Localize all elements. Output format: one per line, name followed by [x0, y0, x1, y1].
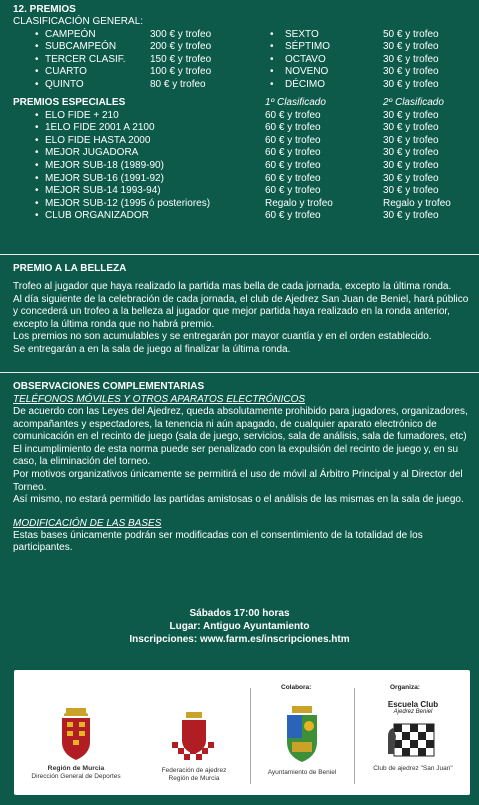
premios-section: [13, 3, 473, 223]
region-murcia-crest-icon: [56, 704, 96, 762]
first-prize: 60 € y trofeo: [265, 122, 321, 134]
position-name: SEXTO: [285, 28, 319, 40]
bullet: •: [270, 78, 274, 90]
bullet: •: [35, 134, 39, 146]
premios-especiales-header: [13, 96, 473, 110]
second-prize: 30 € y trofeo: [383, 122, 439, 134]
belleza-paragraph: Los premios no son acumulables y se entregarán por mayor cuantía y en el orden establecido.: [13, 331, 432, 343]
bullet: •: [270, 53, 274, 65]
federacion-caption: Federación de ajedrez: [161, 767, 227, 774]
bullet: •: [35, 28, 39, 40]
first-prize: 60 € y trofeo: [265, 147, 321, 159]
beniel-caption: Ayuntamiento de Beniel: [267, 769, 337, 776]
second-prize: 30 € y trofeo: [383, 172, 439, 184]
schedule-text: Sábados 17:00 horas: [189, 608, 290, 619]
special-category: MEJOR SUB-18 (1989-90): [45, 159, 164, 171]
ayuntamiento-beniel-logo: [254, 704, 350, 777]
premios-title: 12. PREMIOS: [13, 4, 76, 15]
club-caption: Club de ajedrez "San Juan": [373, 765, 453, 772]
position-prize: 200 € y trofeo: [150, 41, 212, 53]
observaciones-section: [13, 380, 473, 555]
organiza-label: Organiza:: [390, 684, 420, 691]
clasificacion-general-list: [13, 29, 473, 92]
premios-especiales-title: PREMIOS ESPECIALES: [13, 96, 126, 108]
special-category: CLUB ORGANIZADOR: [45, 210, 149, 222]
bullet: •: [35, 147, 39, 159]
first-prize: 60 € y trofeo: [265, 210, 321, 222]
position-prize: 150 € y trofeo: [150, 53, 212, 65]
prize-row: [13, 41, 473, 54]
special-prize-row: [13, 147, 473, 160]
special-prize-row: [13, 210, 473, 223]
escuela-club-text: Escuela Club: [387, 700, 439, 709]
position-name: TERCER CLASIF.: [45, 53, 126, 65]
special-category: MEJOR SUB-14 1993-94): [45, 185, 161, 197]
colabora-label: Colabora:: [281, 684, 312, 691]
second-prize: 30 € y trofeo: [383, 210, 439, 222]
first-prize: 60 € y trofeo: [265, 134, 321, 146]
special-category: ELO FIDE HASTA 2000: [45, 134, 151, 146]
chessboard-icon: [384, 716, 442, 762]
modificacion-paragraph: Estas bases únicamente podrán ser modificadas con el consentimiento de la totalidad de los participantes.: [13, 529, 423, 554]
position-prize: 100 € y trofeo: [150, 66, 212, 78]
special-prize-row: [13, 122, 473, 135]
bullet: •: [35, 78, 39, 90]
federacion-crest-icon: [168, 710, 220, 764]
prize-row: [13, 29, 473, 42]
federacion-subcaption: Región de Murcia: [168, 775, 220, 782]
sponsors-panel: [14, 670, 470, 795]
position-prize: 30 € y trofeo: [383, 78, 439, 90]
section-divider: [0, 254, 479, 255]
observaciones-paragraph: Así mismo, no estará permitido las partidas amistosas o el análisis de las mismas en la sala de juego.: [13, 494, 464, 506]
position-name: DÉCIMO: [285, 78, 325, 90]
region-murcia-subcaption: Dirección General de Deportes: [31, 773, 121, 780]
position-prize: 50 € y trofeo: [383, 28, 439, 40]
venue-text: Lugar: Antiguo Ayuntamiento: [169, 621, 310, 632]
bullet: •: [35, 185, 39, 197]
special-category: MEJOR JUGADORA: [45, 147, 139, 159]
region-murcia-caption: Región de Murcia: [47, 765, 105, 772]
beniel-crest-icon: [282, 704, 322, 766]
bullet: •: [270, 66, 274, 78]
clasificacion-general-title: CLASIFICACIÓN GENERAL:: [13, 16, 144, 27]
second-prize: Regalo y trofeo: [383, 197, 451, 209]
belleza-paragraph: Se entregarán a en la sala de juego al finalizar la última ronda.: [13, 343, 291, 355]
prize-row: [13, 79, 473, 92]
region-murcia-logo: [26, 704, 126, 781]
first-prize: 60 € y trofeo: [265, 172, 321, 184]
position-name: SUBCAMPEÓN: [45, 41, 117, 53]
second-prize: 30 € y trofeo: [383, 109, 439, 121]
event-info: [0, 607, 479, 646]
special-prize-row: [13, 160, 473, 173]
bullet: •: [35, 210, 39, 222]
position-name: CAMPEÓN: [45, 28, 96, 40]
position-name: OCTAVO: [285, 53, 326, 65]
second-prize: 30 € y trofeo: [383, 159, 439, 171]
position-name: CUARTO: [45, 66, 87, 78]
belleza-title: PREMIO A LA BELLEZA: [13, 263, 127, 274]
special-prize-row: [13, 173, 473, 186]
premios-especiales-list: [13, 110, 473, 223]
bullet: •: [35, 109, 39, 121]
modificacion-subtitle: MODIFICACIÓN DE LAS BASES: [13, 517, 162, 529]
special-prize-row: [13, 135, 473, 148]
position-name: NOVENO: [285, 66, 329, 78]
special-category: MEJOR SUB-12 (1995 ó posteriores): [45, 197, 211, 209]
position-prize: 30 € y trofeo: [383, 53, 439, 65]
bullet: •: [35, 66, 39, 78]
first-prize: 60 € y trofeo: [265, 109, 321, 121]
position-prize: 30 € y trofeo: [383, 66, 439, 78]
position-name: SÉPTIMO: [285, 41, 331, 53]
prize-row: [13, 66, 473, 79]
ajedrez-beniel-text: Ajedrez Beniel: [393, 709, 433, 715]
position-prize: 80 € y trofeo: [150, 78, 206, 90]
special-category: MEJOR SUB-16 (1991-92): [45, 172, 164, 184]
second-prize: 30 € y trofeo: [383, 134, 439, 146]
first-prize: 60 € y trofeo: [265, 185, 321, 197]
position-prize: 300 € y trofeo: [150, 28, 212, 40]
bullet: •: [35, 197, 39, 209]
observaciones-paragraph: De acuerdo con las Leyes del Ajedrez, queda absolutamente prohibido para jugadores, organizadores, acompañantes y espectadores, la tenencia ni aún apagado, de cualquier aparato electrónico de comunicación en el recinto de juego (sala de juego, servicios, sala de análisis, sala de fumadores, etc): [13, 406, 468, 443]
bullet: •: [35, 53, 39, 65]
second-prize: 30 € y trofeo: [383, 147, 439, 159]
special-prize-row: [13, 185, 473, 198]
belleza-paragraph: Trofeo al jugador que haya realizado la partida mas bella de cada jornada, excepto la última ronda.: [13, 281, 452, 292]
bullet: •: [270, 41, 274, 53]
special-prize-row: [13, 110, 473, 123]
observaciones-title: OBSERVACIONES COMPLEMENTARIAS: [13, 381, 205, 392]
special-category: 1ELO FIDE 2001 A 2100: [45, 122, 155, 134]
belleza-section: [13, 262, 473, 357]
position-name: QUINTO: [45, 78, 84, 90]
special-prize-row: [13, 198, 473, 211]
belleza-paragraph: Al día siguiente de la celebración de cada jornada, el club de Ajedrez San Juan de Beniel, hará público y concederá un trofeo a la belleza al jugador que mejor partida haya realizado en la ronda anterior, excepto la última ronda que no habrá premio.: [13, 293, 469, 330]
col-primer-clasificado: 1º Clasificado: [265, 96, 326, 108]
special-category: ELO FIDE + 210: [45, 109, 119, 121]
observaciones-paragraph: Por motivos organizativos únicamente se permitirá el uso de móvil al Árbitro Principal y al Director del Torneo.: [13, 468, 463, 493]
bullet: •: [35, 172, 39, 184]
bullet: •: [35, 159, 39, 171]
second-prize: 30 € y trofeo: [383, 185, 439, 197]
first-prize: Regalo y trofeo: [265, 197, 333, 209]
registration-text: Inscripciones: www.farm.es/inscripciones.htm: [129, 634, 350, 645]
federacion-logo: [144, 710, 244, 783]
position-prize: 30 € y trofeo: [383, 41, 439, 53]
col-segundo-clasificado: 2º Clasificado: [383, 96, 444, 108]
first-prize: 60 € y trofeo: [265, 159, 321, 171]
section-divider: [0, 372, 479, 373]
club-san-juan-logo: [360, 700, 466, 773]
bullet: •: [35, 41, 39, 53]
bullet: •: [35, 122, 39, 134]
observaciones-paragraph: El incumplimiento de esta norma puede ser penalizado con la expulsión del recinto de juego y, en su caso, la eliminación del torneo.: [13, 443, 459, 468]
bullet: •: [270, 28, 274, 40]
prize-row: [13, 54, 473, 67]
telefonos-subtitle: TELÉFONOS MÓVILES Y OTROS APARATOS ELECTRÓNICOS: [13, 394, 306, 405]
